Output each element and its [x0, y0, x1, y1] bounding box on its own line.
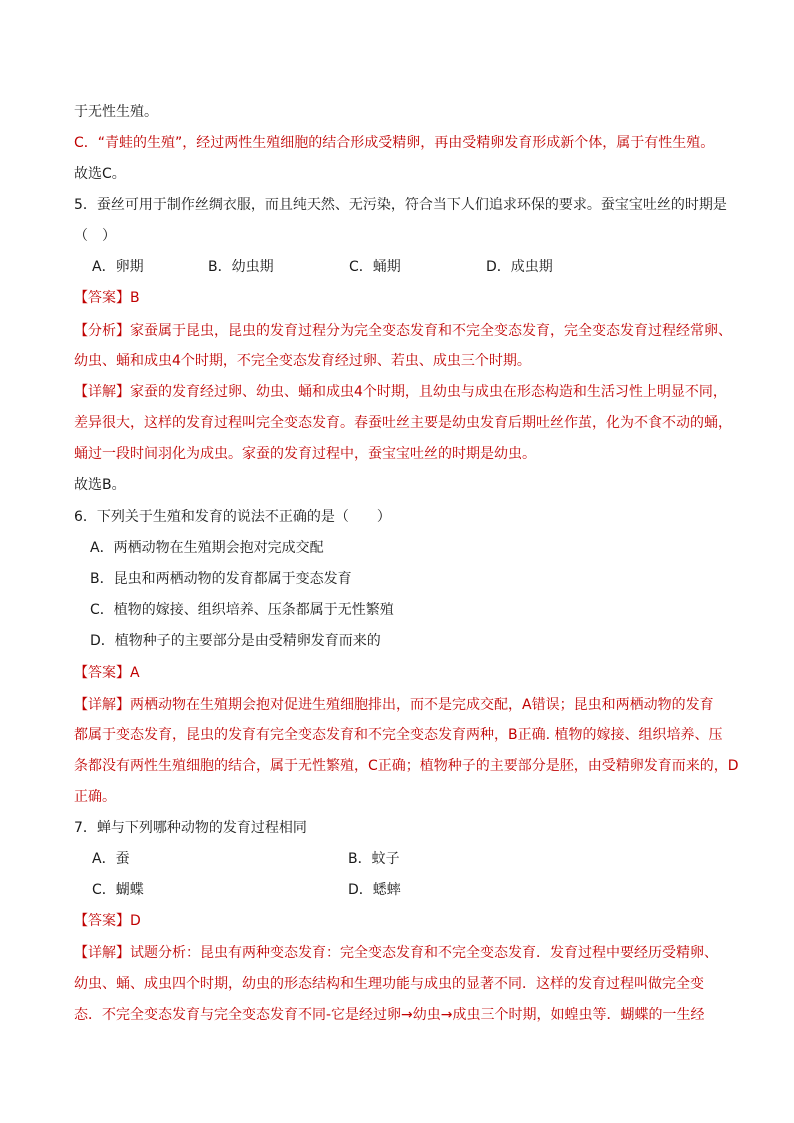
q7-detail-line1: 【详解】试题分析：昆虫有两种变态发育：完全变态发育和不完全变态发育．发育过程中要经历受精卵、	[74, 945, 718, 961]
prev-option-c: C．“青蛙的生殖”，经过两性生殖细胞的结合形成受精卵，再由受精卵发育形成新个体，属于有性生殖。	[74, 135, 715, 151]
q6-option-b: B．昆虫和两栖动物的发育都属于变态发育	[90, 571, 352, 587]
q5-option-a: A．卵期	[92, 259, 144, 275]
q6-option-a: A．两栖动物在生殖期会抱对完成交配	[90, 540, 324, 556]
q7-option-a: A．蚕	[92, 851, 130, 867]
q6-detail-line4: 正确。	[74, 789, 116, 805]
q7-option-c: C．蝴蝶	[92, 882, 144, 898]
q6-stem: 6．下列关于生殖和发育的说法不正确的是（ ）	[74, 509, 391, 525]
q5-option-b: B．幼虫期	[208, 259, 274, 275]
q5-answer: 【答案】B	[74, 290, 140, 306]
q6-option-c: C．植物的嫁接、组织培养、压条都属于无性繁殖	[90, 602, 394, 618]
q6-detail-line1: 【详解】两栖动物在生殖期会抱对促进生殖细胞排出，而不是完成交配，A错误；昆虫和两栖动物的发育	[74, 697, 714, 713]
q7-stem: 7．蝉与下列哪种动物的发育过程相同	[74, 820, 307, 836]
q5-option-d: D．成虫期	[486, 259, 553, 275]
q7-detail-line3: 态．不完全变态发育与完全变态发育不同-它是经过卵→幼虫→成虫三个时期，如蝗虫等．蝴蝶的一生经	[74, 1007, 705, 1023]
prev-conclusion: 故选C。	[74, 166, 126, 182]
prev-line-tail: 于无性生殖。	[74, 104, 158, 120]
q5-detail-line1: 【详解】家蚕的发育经过卵、幼虫、蛹和成虫4个时期，且幼虫与成虫在形态构造和生活习性上明显不同，	[74, 384, 727, 400]
q5-detail-line3: 蛹过一段时间羽化为成虫。家蚕的发育过程中，蚕宝宝吐丝的时期是幼虫。	[74, 446, 536, 462]
q7-detail-line2: 幼虫、蛹、成虫四个时期，幼虫的形态结构和生理功能与成虫的显著不同．这样的发育过程叫做完全变	[74, 976, 704, 992]
q5-detail-line2: 差异很大，这样的发育过程叫完全变态发育。春蚕吐丝主要是幼虫发育后期吐丝作茧，化为不食不动的蛹，	[74, 415, 732, 431]
q6-answer: 【答案】A	[74, 665, 140, 681]
q5-option-c: C．蛹期	[349, 259, 401, 275]
q5-conclusion: 故选B。	[74, 477, 126, 493]
q5-stem-line2: （ ）	[74, 228, 116, 244]
q6-detail-line3: 条都没有两性生殖细胞的结合，属于无性繁殖，C正确；植物种子的主要部分是胚，由受精卵发育而来的，D	[74, 758, 739, 774]
q7-answer: 【答案】D	[74, 913, 141, 929]
q7-option-d: D．蟋蟀	[348, 882, 401, 898]
q6-detail-line2: 都属于变态发育，昆虫的发育有完全变态发育和不完全变态发育两种，B正确. 植物的嫁接、组织培养、压	[74, 727, 723, 743]
q5-analysis-line1: 【分析】家蚕属于昆虫，昆虫的发育过程分为完全变态发育和不完全变态发育，完全变态发育过程经常卵、	[74, 323, 732, 339]
q6-option-d: D．植物种子的主要部分是由受精卵发育而来的	[90, 633, 381, 649]
q5-stem-line1: 5．蚕丝可用于制作丝绸衣服，而且纯天然、无污染，符合当下人们追求环保的要求。蚕宝宝吐丝的时期是	[74, 197, 727, 213]
q7-option-b: B．蚊子	[348, 851, 400, 867]
q5-analysis-line2: 幼虫、蛹和成虫4个时期，不完全变态发育经过卵、若虫、成虫三个时期。	[74, 353, 531, 369]
